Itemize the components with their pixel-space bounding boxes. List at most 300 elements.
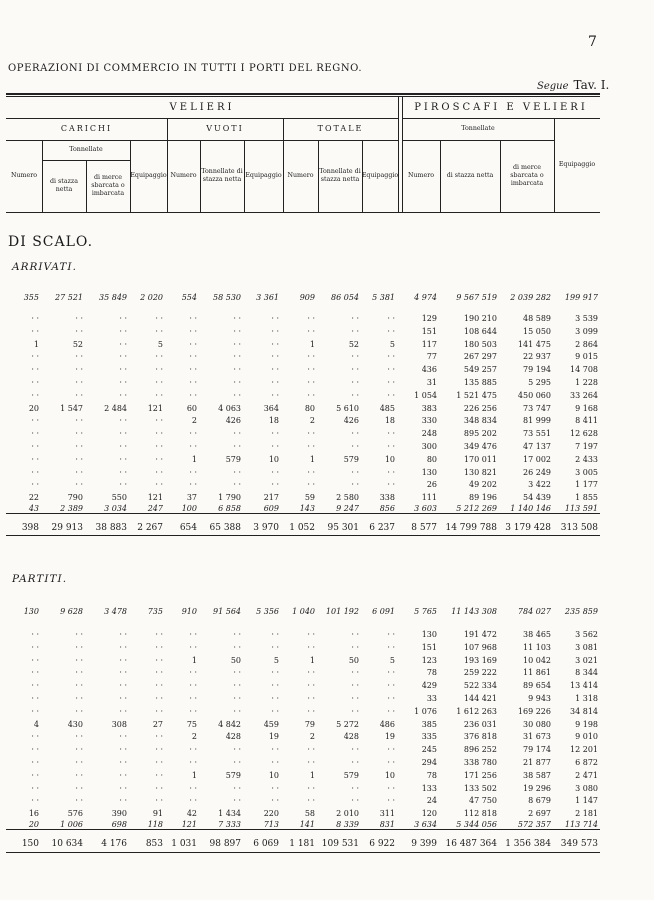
cell: · · bbox=[119, 655, 127, 665]
cell: · · bbox=[351, 630, 359, 639]
cell: · · bbox=[155, 416, 163, 426]
cell: 426 bbox=[343, 416, 359, 426]
cell: 12 628 bbox=[570, 429, 598, 439]
cell: 11 143 308 bbox=[451, 607, 497, 616]
cell: 22 937 bbox=[523, 352, 551, 362]
cell: 37 bbox=[186, 493, 197, 503]
cell: 735 bbox=[147, 607, 163, 616]
cell: 1 bbox=[309, 655, 315, 665]
cell: · · bbox=[271, 339, 279, 349]
cell: 9 399 bbox=[411, 839, 437, 849]
cell: · · bbox=[233, 390, 241, 400]
cell: 398 bbox=[21, 523, 39, 533]
section-title: DI SCALO. bbox=[8, 234, 94, 250]
cell: 130 bbox=[23, 607, 39, 616]
total-rule bbox=[6, 535, 600, 536]
cell: 141 475 bbox=[517, 339, 551, 349]
cell: 180 503 bbox=[463, 339, 497, 349]
cell: 34 814 bbox=[570, 706, 598, 716]
cell: 576 bbox=[67, 809, 83, 819]
cell: 2 433 bbox=[575, 454, 598, 464]
cell: · · bbox=[189, 642, 197, 652]
cell: · · bbox=[75, 454, 83, 464]
cell: · · bbox=[119, 442, 127, 451]
cell: · · bbox=[387, 390, 395, 400]
cell: 30 080 bbox=[523, 719, 551, 729]
cell: · · bbox=[387, 642, 395, 652]
cell: · · bbox=[155, 655, 163, 665]
cell: · · bbox=[119, 706, 127, 716]
cell: · · bbox=[233, 365, 241, 375]
cell: · · bbox=[119, 467, 127, 477]
cell: 24 bbox=[426, 796, 437, 806]
cell: · · bbox=[119, 352, 127, 362]
cell: 349 476 bbox=[463, 442, 497, 451]
cell: 450 060 bbox=[517, 390, 551, 400]
cell: · · bbox=[351, 365, 359, 375]
cell: · · bbox=[155, 390, 163, 400]
tonnellate-header-totale: Tonnellate di stazza netta bbox=[319, 168, 361, 183]
cell: 151 bbox=[421, 326, 437, 336]
cell: · · bbox=[189, 694, 197, 703]
cell: 86 054 bbox=[331, 293, 359, 302]
cell: · · bbox=[155, 770, 163, 780]
cell: 338 bbox=[379, 493, 395, 503]
cell: · · bbox=[75, 745, 83, 755]
cell: · · bbox=[233, 352, 241, 362]
cell: 59 bbox=[304, 493, 315, 503]
cell: 7 333 bbox=[218, 820, 241, 829]
cell: 10 bbox=[268, 454, 279, 464]
cell: · · bbox=[75, 655, 83, 665]
cell: · · bbox=[387, 758, 395, 767]
cell: 486 bbox=[379, 719, 395, 729]
cell: · · bbox=[233, 480, 241, 490]
cell: · · bbox=[189, 745, 197, 755]
cell: · · bbox=[271, 668, 279, 678]
tonnellate-heading-pv: Tonnellate bbox=[461, 125, 495, 132]
velieri-heading: VELIERI bbox=[169, 102, 235, 113]
numero-header-totale: Numero bbox=[287, 172, 314, 179]
cell: 43 bbox=[28, 504, 39, 513]
cell: · · bbox=[387, 352, 395, 362]
numero-header-carichi: Numero bbox=[10, 172, 38, 179]
cell: 33 264 bbox=[570, 390, 598, 400]
cell: 170 011 bbox=[463, 454, 497, 464]
cell: · · bbox=[31, 326, 39, 336]
cell: · · bbox=[271, 783, 279, 793]
cell: 1 bbox=[33, 339, 39, 349]
cell: 579 bbox=[343, 770, 359, 780]
cell: · · bbox=[189, 480, 197, 490]
cell: 117 bbox=[421, 339, 437, 349]
cell: · · bbox=[75, 326, 83, 336]
cell: 355 bbox=[23, 293, 39, 302]
cell: 19 296 bbox=[523, 783, 551, 793]
table-row-total bbox=[0, 521, 654, 536]
cell: 50 bbox=[230, 655, 241, 665]
cell: · · bbox=[233, 758, 241, 767]
cell: · · bbox=[31, 732, 39, 742]
cell: · · bbox=[31, 783, 39, 793]
cell: 60 bbox=[186, 403, 197, 413]
cell: · · bbox=[233, 378, 241, 387]
cell: · · bbox=[119, 694, 127, 703]
cell: · · bbox=[119, 454, 127, 464]
cell: · · bbox=[189, 467, 197, 477]
cell: · · bbox=[189, 796, 197, 806]
cell: 349 573 bbox=[560, 839, 598, 849]
cell: · · bbox=[233, 745, 241, 755]
cell: · · bbox=[387, 796, 395, 806]
table-row-subtotal bbox=[0, 817, 654, 832]
cell: 226 256 bbox=[463, 403, 497, 413]
segue-word: Segue bbox=[537, 81, 569, 92]
cell: 1 bbox=[309, 454, 315, 464]
cell: · · bbox=[189, 681, 197, 691]
cell: 19 bbox=[384, 732, 395, 742]
cell: 26 249 bbox=[523, 467, 551, 477]
cell: 385 bbox=[421, 719, 437, 729]
cell: 113 714 bbox=[564, 820, 598, 829]
cell: 1 054 bbox=[414, 390, 437, 400]
cell: 1 147 bbox=[575, 796, 598, 806]
cell: 259 222 bbox=[463, 668, 497, 678]
cell: · · bbox=[31, 655, 39, 665]
cell: 235 859 bbox=[564, 607, 598, 616]
cell: 16 487 364 bbox=[445, 839, 497, 849]
carichi-heading: CARICHI bbox=[60, 124, 113, 133]
cell: 3 081 bbox=[575, 642, 598, 652]
cell: 3 634 bbox=[414, 820, 437, 829]
cell: · · bbox=[155, 745, 163, 755]
cell: 1 bbox=[309, 770, 315, 780]
cell: · · bbox=[233, 467, 241, 477]
cell: 121 bbox=[181, 820, 197, 829]
cell: 27 521 bbox=[55, 293, 83, 302]
cell: 247 bbox=[147, 504, 163, 513]
cell: 79 174 bbox=[523, 745, 551, 755]
cell: · · bbox=[75, 442, 83, 451]
cell: · · bbox=[387, 681, 395, 691]
cell: 33 bbox=[426, 694, 437, 703]
cell: 294 bbox=[421, 758, 437, 767]
cell: · · bbox=[233, 668, 241, 678]
cell: 133 bbox=[421, 783, 437, 793]
cell: 5 356 bbox=[256, 607, 279, 616]
segue-label bbox=[537, 78, 609, 92]
cell: · · bbox=[31, 706, 39, 716]
cell: 135 885 bbox=[463, 378, 497, 387]
cell: · · bbox=[75, 796, 83, 806]
cell: 308 bbox=[111, 719, 127, 729]
cell: · · bbox=[351, 642, 359, 652]
cell: 52 bbox=[72, 339, 83, 349]
cell: · · bbox=[387, 706, 395, 716]
cell: · · bbox=[155, 314, 163, 323]
cell: 1 790 bbox=[218, 493, 241, 503]
cell: 5 bbox=[389, 339, 395, 349]
cell: 2 020 bbox=[140, 293, 163, 302]
cell: 75 bbox=[186, 719, 197, 729]
cell: · · bbox=[271, 758, 279, 767]
cell: · · bbox=[155, 642, 163, 652]
cell: 13 414 bbox=[570, 681, 598, 691]
cell: · · bbox=[155, 796, 163, 806]
cell: · · bbox=[75, 429, 83, 439]
cell: · · bbox=[119, 480, 127, 490]
cell: 3 099 bbox=[575, 326, 598, 336]
header-top-rule-thin bbox=[6, 96, 600, 97]
cell: · · bbox=[351, 796, 359, 806]
vuoti-heading: VUOTI bbox=[206, 124, 244, 133]
cell: · · bbox=[31, 365, 39, 375]
cell: · · bbox=[387, 745, 395, 755]
cell: 80 bbox=[426, 454, 437, 464]
cell: · · bbox=[155, 454, 163, 464]
cell: 2 484 bbox=[104, 403, 127, 413]
cell: 9 567 519 bbox=[456, 293, 497, 302]
cell: · · bbox=[75, 352, 83, 362]
cell: 300 bbox=[421, 442, 437, 451]
cell: · · bbox=[307, 480, 315, 490]
cell: 5 bbox=[273, 655, 279, 665]
cell: · · bbox=[189, 365, 197, 375]
cell: · · bbox=[75, 668, 83, 678]
cell: · · bbox=[75, 480, 83, 490]
cell: 5 610 bbox=[336, 403, 359, 413]
cell: 3 478 bbox=[104, 607, 127, 616]
cell: 430 bbox=[67, 719, 83, 729]
stazza-netta-header-carichi: di stazza netta bbox=[50, 178, 78, 193]
cell: · · bbox=[387, 314, 395, 323]
table-row-first bbox=[0, 604, 654, 619]
cell: 1 177 bbox=[575, 480, 598, 490]
cell: · · bbox=[155, 681, 163, 691]
cell: 10 042 bbox=[523, 655, 551, 665]
cell: · · bbox=[119, 732, 127, 742]
cell: 47 137 bbox=[523, 442, 551, 451]
cell: 554 bbox=[181, 293, 197, 302]
cell: · · bbox=[307, 365, 315, 375]
cell: 522 334 bbox=[463, 681, 497, 691]
cell: 9 628 bbox=[60, 607, 83, 616]
cell: 26 bbox=[426, 480, 437, 490]
cell: · · bbox=[271, 642, 279, 652]
cell: · · bbox=[271, 681, 279, 691]
cell: · · bbox=[31, 681, 39, 691]
cell: · · bbox=[189, 442, 197, 451]
cell: · · bbox=[75, 770, 83, 780]
cell: 5 344 056 bbox=[456, 820, 497, 829]
cell: · · bbox=[189, 758, 197, 767]
cell: 91 bbox=[152, 809, 163, 819]
cell: · · bbox=[233, 642, 241, 652]
cell: 698 bbox=[111, 820, 127, 829]
cell: 248 bbox=[421, 429, 437, 439]
cell: · · bbox=[351, 378, 359, 387]
cell: 107 968 bbox=[463, 642, 497, 652]
cell: 191 472 bbox=[463, 630, 497, 639]
cell: 109 531 bbox=[321, 839, 359, 849]
cell: 459 bbox=[263, 719, 279, 729]
cell: · · bbox=[31, 694, 39, 703]
cell: · · bbox=[387, 668, 395, 678]
cell: 193 169 bbox=[463, 655, 497, 665]
totale-heading: TOTALE bbox=[317, 124, 364, 133]
cell: 130 bbox=[421, 630, 437, 639]
cell: 1 bbox=[191, 655, 197, 665]
cell: 79 bbox=[304, 719, 315, 729]
merce-header-pv: di merce sbarcata o imbarcata bbox=[510, 164, 544, 187]
cell: 29 913 bbox=[51, 523, 83, 533]
cell: 2 697 bbox=[528, 809, 551, 819]
cell: 78 bbox=[426, 668, 437, 678]
cell: 390 bbox=[111, 809, 127, 819]
cell: · · bbox=[155, 467, 163, 477]
cell: · · bbox=[31, 378, 39, 387]
cell: · · bbox=[233, 796, 241, 806]
cell: · · bbox=[307, 694, 315, 703]
cell: 5 272 bbox=[336, 719, 359, 729]
cell: 485 bbox=[379, 403, 395, 413]
cell: 376 818 bbox=[463, 732, 497, 742]
tonnellate-header-carichi: Tonnellate bbox=[69, 146, 103, 153]
equipaggio-header-carichi: Equipaggio bbox=[130, 172, 167, 179]
cell: 9 198 bbox=[575, 719, 598, 729]
cell: 101 192 bbox=[325, 607, 359, 616]
cell: 1 052 bbox=[289, 523, 315, 533]
cell: 4 bbox=[33, 719, 39, 729]
cell: · · bbox=[119, 642, 127, 652]
cell: 8 411 bbox=[575, 416, 598, 426]
cell: 1 040 bbox=[292, 607, 315, 616]
cell: · · bbox=[155, 326, 163, 336]
cell: 784 027 bbox=[517, 607, 551, 616]
cell: 112 818 bbox=[463, 809, 497, 819]
cell: · · bbox=[351, 745, 359, 755]
cell: 11 861 bbox=[523, 668, 551, 678]
cell: 572 357 bbox=[517, 820, 551, 829]
cell: · · bbox=[155, 352, 163, 362]
cell: · · bbox=[189, 352, 197, 362]
cell: · · bbox=[233, 442, 241, 451]
cell: · · bbox=[351, 480, 359, 490]
cell: 1 031 bbox=[171, 839, 197, 849]
cell: 151 bbox=[421, 642, 437, 652]
cell: 141 bbox=[299, 820, 315, 829]
cell: 609 bbox=[263, 504, 279, 513]
cell: 1 612 263 bbox=[456, 706, 497, 716]
cell: · · bbox=[387, 467, 395, 477]
cell: 52 bbox=[348, 339, 359, 349]
cell: 6 922 bbox=[369, 839, 395, 849]
cell: 10 bbox=[384, 770, 395, 780]
numero-header-pv: Numero bbox=[407, 172, 435, 179]
cell: 3 603 bbox=[414, 504, 437, 513]
block-title: ARRIVATI. bbox=[12, 261, 77, 273]
cell: 2 471 bbox=[575, 770, 598, 780]
cell: 2 bbox=[309, 732, 315, 742]
cell: · · bbox=[119, 758, 127, 767]
cell: 20 bbox=[28, 403, 39, 413]
cell: · · bbox=[119, 796, 127, 806]
cell: 150 bbox=[21, 839, 39, 849]
cell: · · bbox=[351, 326, 359, 336]
cell: · · bbox=[307, 745, 315, 755]
cell: · · bbox=[155, 442, 163, 451]
cell: 58 530 bbox=[213, 293, 241, 302]
cell: 10 bbox=[268, 770, 279, 780]
cell: · · bbox=[155, 783, 163, 793]
cell: 220 bbox=[263, 809, 279, 819]
cell: · · bbox=[189, 378, 197, 387]
cell: · · bbox=[75, 314, 83, 323]
cell: 5 765 bbox=[414, 607, 437, 616]
cell: 2 bbox=[191, 732, 197, 742]
cell: · · bbox=[189, 668, 197, 678]
cell: 338 780 bbox=[463, 758, 497, 767]
cell: 95 301 bbox=[327, 523, 359, 533]
cell: 9 010 bbox=[575, 732, 598, 742]
cell: · · bbox=[271, 694, 279, 703]
cell: · · bbox=[307, 668, 315, 678]
cell: 311 bbox=[379, 809, 395, 819]
cell: 10 bbox=[384, 454, 395, 464]
cell: 121 bbox=[147, 403, 163, 413]
cell: 49 202 bbox=[469, 480, 497, 490]
cell: · · bbox=[387, 442, 395, 451]
cell: · · bbox=[155, 668, 163, 678]
equipaggio-header-vuoti: Equipaggio bbox=[245, 172, 282, 179]
cell: · · bbox=[271, 706, 279, 716]
cell: 6 091 bbox=[372, 607, 395, 616]
cell: · · bbox=[75, 416, 83, 426]
cell: 8 679 bbox=[528, 796, 551, 806]
cell: · · bbox=[155, 480, 163, 490]
cell: 364 bbox=[263, 403, 279, 413]
cell: · · bbox=[119, 339, 127, 349]
cell: 1 bbox=[191, 454, 197, 464]
cell: 236 031 bbox=[463, 719, 497, 729]
cell: 58 bbox=[304, 809, 315, 819]
cell: · · bbox=[387, 694, 395, 703]
cell: · · bbox=[75, 758, 83, 767]
cell: · · bbox=[233, 326, 241, 336]
cell: 15 050 bbox=[523, 326, 551, 336]
cell: 22 bbox=[28, 493, 39, 503]
cell: 579 bbox=[225, 770, 241, 780]
table-number: Tav. I. bbox=[573, 78, 610, 92]
cell: 3 562 bbox=[575, 630, 598, 639]
cell: 2 010 bbox=[336, 809, 359, 819]
cell: · · bbox=[119, 314, 127, 323]
cell: · · bbox=[351, 681, 359, 691]
cell: 79 194 bbox=[523, 365, 551, 375]
cell: 12 201 bbox=[570, 745, 598, 755]
cell: · · bbox=[189, 390, 197, 400]
cell: · · bbox=[31, 745, 39, 755]
cell: 48 589 bbox=[523, 314, 551, 323]
cell: 6 069 bbox=[253, 839, 279, 849]
cell: 27 bbox=[152, 719, 163, 729]
cell: 199 917 bbox=[564, 293, 598, 302]
cell: 2 bbox=[191, 416, 197, 426]
cell: · · bbox=[351, 442, 359, 451]
cell: · · bbox=[31, 642, 39, 652]
cell: 2 864 bbox=[575, 339, 598, 349]
cell: · · bbox=[351, 706, 359, 716]
